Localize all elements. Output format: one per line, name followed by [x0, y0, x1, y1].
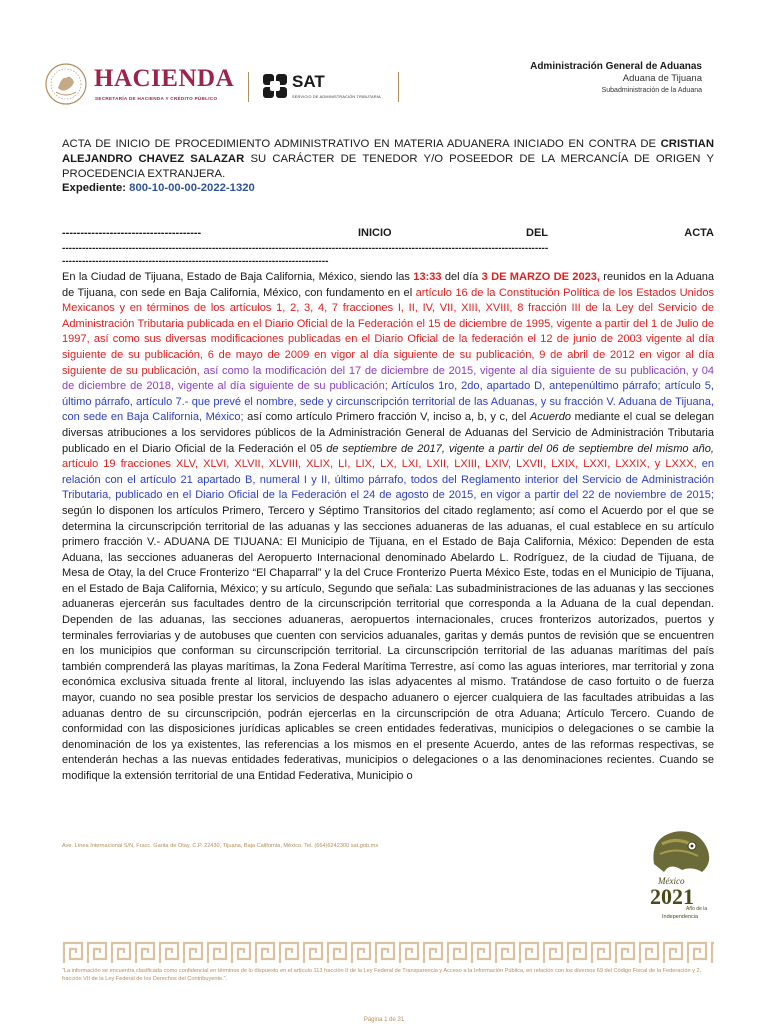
sub-office: Subadministración de la Aduana — [601, 87, 702, 94]
body-italic-date: de septiembre de 2017, vigente a partir del 06 de septiembre del mismo año, — [326, 442, 714, 455]
separator-dashes-full: -------------------------------------------------------------------------------------------------------------------------------------------------- — [62, 243, 549, 254]
logo-divider — [248, 72, 249, 102]
body-s1: En la Ciudad de Tijuana, Estado de Baja California, México, siendo las — [62, 271, 414, 283]
hacienda-logo-text: HACIENDA — [94, 65, 235, 92]
body-acuerdo: Acuerdo — [529, 411, 572, 424]
body-s3: reunidos en la Aduana de Tijuana, con sede en Baja California, México, con fundamento en el — [62, 271, 714, 299]
mexico-2021-emblem-icon — [640, 824, 720, 924]
body-legal-ref-red-2: artículo 19 fracciones XLV, XLVI, XLVII, XLVIII, XLIX, LI, LIX, LX, LXI, LXII, LXIII, LXIV, LXVII, LXIX, LXXI, LXXIX, y LXXX, — [62, 458, 697, 471]
body-legal-ref-purple: así como la modificación del 17 de diciembre de 2015, vigente al día siguiente de su publicación, y 04 de diciembre de 2018, vigente al día siguiente de su publicación; — [62, 364, 714, 393]
title-part2: SU CARÁCTER DE TENEDOR Y/O POSEEDOR DE LA MERCANCÍA DE ORIGEN Y PROCEDENCIA EXTRANJERA. — [62, 153, 714, 180]
emblem-line1: México — [658, 876, 685, 886]
sat-subtitle: SERVICIO DE ADMINISTRACIÓN TRIBUTARIA — [292, 95, 381, 99]
national-seal-icon — [44, 62, 88, 106]
hacienda-subtitle: SECRETARÍA DE HACIENDA Y CRÉDITO PÚBLICO — [95, 96, 218, 101]
header-divider — [398, 72, 399, 102]
body-s6: según lo disponen los artículos Primero, Tercero y Séptimo Transitorios del citado reglamento; así como el Acuerdo por el que se determina la circunscripción territorial de las aduanas y las secciones aduaneras de las aduanas, el cual establece en su artículo primero fracción V.- ADUANA DE TIJUANA: El Municipio de Tijuana, en el Estado de Baja California, México: Dependen de esta Aduana, las secciones aduaneras del Aeropuerto Internacional denominado Abelardo L. Rodríguez, de la ciudad de Tijuana, de Mesa de Otay, la del Cruce Fronterizo “El Chaparral” y la del Cruce Fronterizo Puerta México Este, todas en el Municipio de Tijuana, en el Estado de Baja California, México; y su artículo, Segundo que señala: Las subadministraciones de las aduanas y las secciones aduaneras ejercerán sus facultades dentro de la circunscripción territorial que corresponda a la Aduana de la cual dependan. Dependen de las aduanas, las secciones aduaneras, aeropuertos internacionales, cruces fronterizos autorizados, puertos y terminales ferroviarias y de autobuses que cuenten con servicios aduanales, garitas y demás puntos de revisión que se encuentren en los municipios que conforman su circunscripción territorial. La circunscripción territorial de las aduanas marítimas del país también comprenderá las playas marítimas, la Zona Federal Marítima Terrestre, así como las aguas interiores, mar territorial y zona económica exclusiva situada frente al litoral, incluyendo las islas adyacentes al mismo. Tratándose de caso fortuito o de fuerza mayor, cuando no sea posible prestar los servicios de despacho aduanero o ejercer cualquiera de las facultades atribuidas a las aduanas dentro de su circunscripción, podrán ejercerlas en la circunscripción de otra Aduana; Artículo Tercero. Cuando de conformidad con las disposiciones jurídicas aplicables se creen entidades federativas, municipios o delegaciones o se cambie la denominación de los ya existentes, las referencias a los mismos en el presente Acuerdo, antes de las reformas respectivas, se entenderán hechas a las nuevas entidades federativas, municipios o delegaciones o a las denominaciones recientes. Cuando se modifique la extensión territorial de una Entidad Federativa, Municipio o — [62, 504, 714, 782]
confidentiality-notice: “La información se encuentra clasificada como confidencial en términos de lo dispuesto en el artículo 113 fracción II de la Ley Federal de Transparencia y Acceso a la Información Pública, en relación con los diversos 69 del Código Fiscal de la Federación y 2, fracción VII de la Ley Federal de los Derechos del Contribuyente.”. — [62, 968, 702, 982]
body-paragraph — [62, 270, 714, 800]
body-s2: del día — [441, 271, 482, 283]
document-header — [0, 0, 768, 110]
body-legal-ref-red: artículo 16 de la Constitución Política de los Estados Unidos Mexicanos y en términos de los artículos 1, 2, 3, 4, 7 fracciones I, II, IV, VII, XIII, XVIII, 8 fracción III de la Ley del Servicio de Administración Tributaria publicada en el Diario Oficial de la Federación el 15 de diciembre de 1995, vigente a partir del 1 de Julio de 1997, así como sus diversas modificaciones publicadas en el Diario Oficial de la federación el 12 de junio de 2003 vigente al día siguiente de su publicación, 6 de mayo de 2009 en vigor al día siguiente de su publicación, 9 de abril de 2012 en vigor al día siguiente de su publicación, — [62, 286, 714, 377]
expediente-line — [62, 181, 255, 196]
emblem-line2: Año de la — [686, 906, 708, 912]
sat-logo-text: SAT — [292, 72, 325, 91]
expediente-number: 800-10-00-00-2022-1320 — [126, 182, 255, 194]
title-part1: ACTA DE INICIO DE PROCEDIMIENTO ADMINISTRATIVO EN MATERIA ADUANERA INICIADO EN CONTRA DE — [62, 138, 657, 150]
decorative-greca-border — [62, 937, 714, 967]
document-title — [62, 137, 714, 182]
agency-name: Administración General de Aduanas — [530, 61, 702, 72]
agency-block — [530, 60, 702, 96]
acta-word: ACTA — [684, 227, 714, 239]
emblem-year: 2021 — [650, 884, 694, 909]
body-time: 13:33 — [413, 271, 442, 283]
footer-address: Ave. Línea Internacional S/N, Fracc. Garita de Otay, C.P. 22430, Tijuana, Baja California, México. Tel. (664)6242300 sat.gob.mx — [62, 843, 379, 849]
respondent-name: CRISTIAN ALEJANDRO CHAVEZ SALAZAR — [62, 138, 714, 165]
sat-logo-icon — [262, 73, 288, 99]
separator-dashes-short: -------------------------------------------------------------------------------- — [62, 256, 329, 267]
customs-office: Aduana de Tijuana — [622, 73, 702, 84]
expediente-label: Expediente: — [62, 182, 127, 194]
inicio-word: INICIO — [358, 227, 392, 239]
body-legal-ref-blue: Artículos 1ro, 2do, apartado D, antepenúltimo párrafo; artículo 5, último párrafo, artículo 7.- que prevé el nombre, sede y circunscripción territorial de las Aduanas, y su fracción V. Aduana de Tijuana, con sede en Baja California, México; — [62, 380, 714, 424]
body-date: 3 DE MARZO DE 2023, — [481, 271, 600, 283]
body-legal-ref-blue-2: en relación con el artículo 21 apartado B, numeral I y II, último párrafo, todos del Reglamento interior del Servicio de Administración Tributaria, publicado en el Diario Oficial de la Federación el 24 de agosto de 2015, en vigor a partir del 22 de noviembre de 2015; — [62, 458, 714, 502]
del-word: DEL — [526, 227, 548, 239]
page-number: Página 1 de 31 — [363, 1017, 405, 1023]
body-s5: mediante el cual se delegan diversas atribuciones a los servidores públicos de la Administración General de Aduanas del Servicio de Administración Tributaria publicado en el Diario Oficial de la Federación el 05 — [62, 411, 714, 455]
emblem-line3: Independencia — [662, 914, 699, 920]
body-s4: así como artículo Primero fracción V, inciso a, b, y c, del — [243, 411, 530, 424]
lead-dashes: -------------------------------------- — [62, 227, 202, 239]
inicio-del-acta-row — [62, 227, 714, 241]
